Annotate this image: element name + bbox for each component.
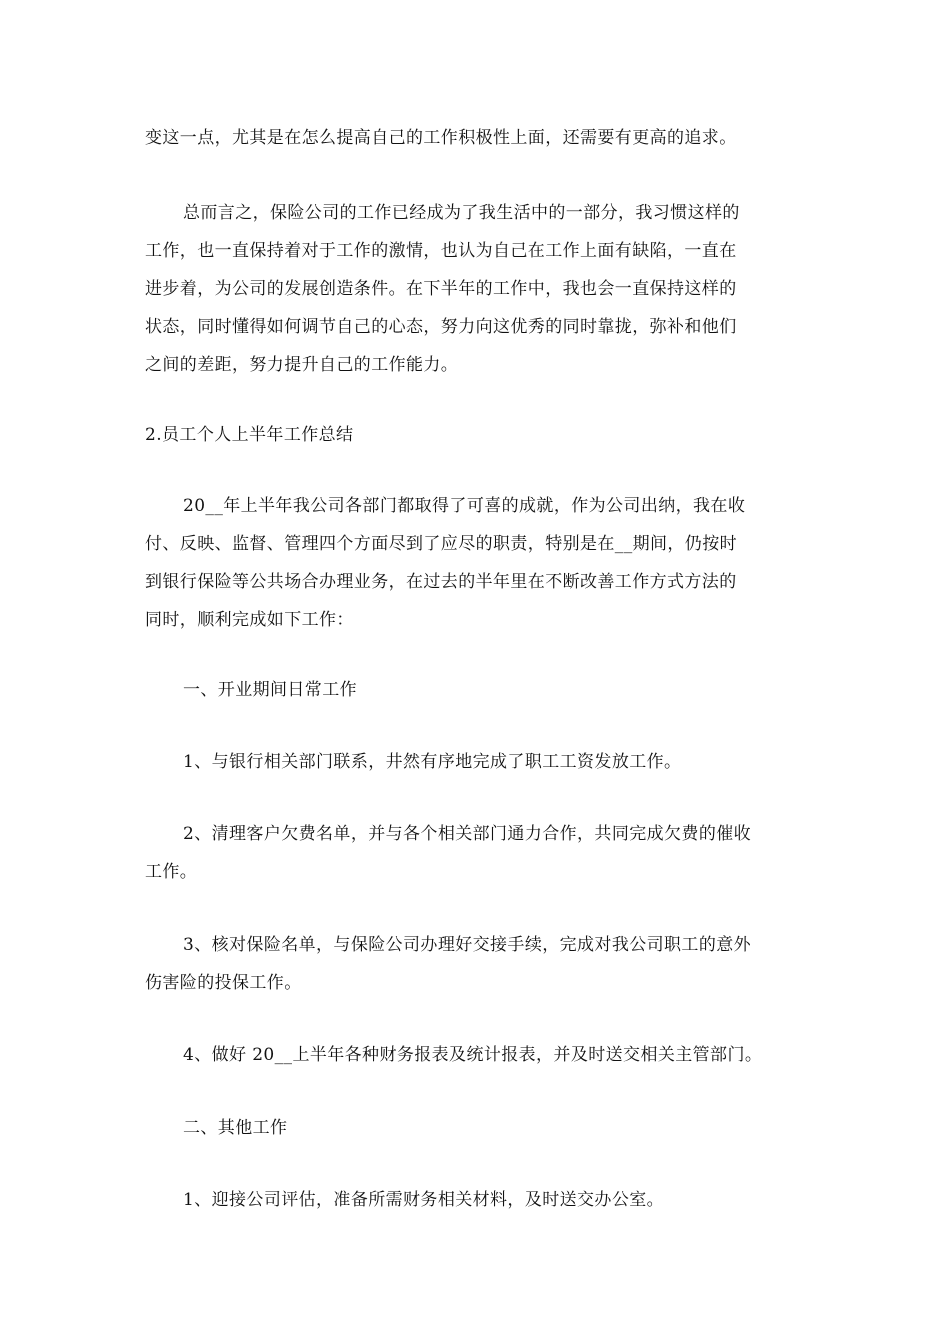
text-line: 进步着，为公司的发展创造条件。在下半年的工作中，我也会一直保持这样的 <box>145 279 737 299</box>
heading-text: 二、其他工作 <box>183 1118 288 1138</box>
text-line: 状态，同时懂得如何调节自己的心态，努力向这优秀的同时靠拢，弥补和他们 <box>145 317 737 337</box>
text-line: 20__年上半年我公司各部门都取得了可喜的成就，作为公司出纳，我在收 <box>183 496 746 516</box>
text-line: 4、做好 20__上半年各种财务报表及统计报表，并及时送交相关主管部门。 <box>183 1045 763 1065</box>
list-item <box>145 1036 807 1074</box>
text-line: 到银行保险等公共场合办理业务，在过去的半年里在不断改善工作方式方法的 <box>145 572 737 592</box>
list-item <box>145 743 807 781</box>
paragraph-continuation <box>145 119 807 157</box>
list-item <box>145 1181 807 1219</box>
text-line: 1、迎接公司评估，准备所需财务相关材料，及时送交办公室。 <box>183 1190 665 1210</box>
text-line: 变这一点，尤其是在怎么提高自己的工作积极性上面，还需要有更高的追求。 <box>145 128 737 148</box>
subsection-heading <box>145 1109 807 1147</box>
text-line: 总而言之，保险公司的工作已经成为了我生活中的一部分，我习惯这样的 <box>183 203 740 223</box>
text-line: 2、清理客户欠费名单，并与各个相关部门通力合作，共同完成欠费的催收 <box>183 824 752 844</box>
text-line: 1、与银行相关部门联系，井然有序地完成了职工工资发放工作。 <box>183 752 682 772</box>
paragraph-summary <box>145 194 807 384</box>
paragraph-intro <box>145 487 807 639</box>
text-line: 之间的差距，努力提升自己的工作能力。 <box>145 355 459 375</box>
heading-text: 一、开业期间日常工作 <box>183 680 357 700</box>
list-item <box>145 815 807 891</box>
text-line: 工作。 <box>145 862 198 882</box>
text-line: 付、反映、监督、管理四个方面尽到了应尽的职责，特别是在__期间，仍按时 <box>145 534 737 554</box>
text-line: 同时，顺利完成如下工作： <box>145 610 354 630</box>
subsection-heading <box>145 671 807 709</box>
heading-text: 2.员工个人上半年工作总结 <box>145 425 354 445</box>
text-line: 3、核对保险名单，与保险公司办理好交接手续，完成对我公司职工的意外 <box>183 935 752 955</box>
section-heading <box>145 416 807 454</box>
list-item <box>145 926 807 1002</box>
text-line: 伤害险的投保工作。 <box>145 973 302 993</box>
text-line: 工作，也一直保持着对于工作的激情，也认为自己在工作上面有缺陷，一直在 <box>145 241 737 261</box>
